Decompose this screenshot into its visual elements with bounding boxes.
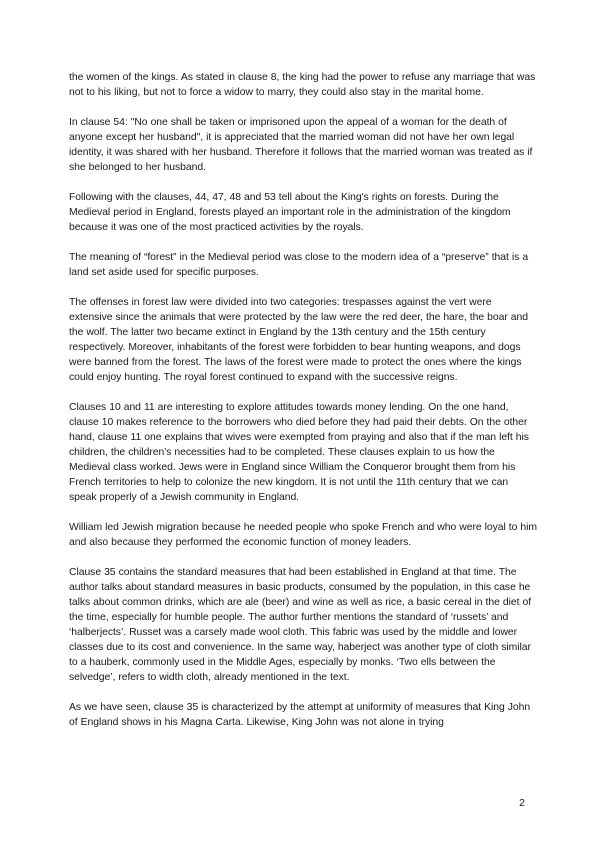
page-number: 2 [519,797,525,809]
paragraph: Clauses 10 and 11 are interesting to explore attitudes towards money lending. On the one hand, clause 10 makes reference to the borrowers who died before they had paid their debts. On the other hand, clause 11 one explains that wives were exempted from praying and also that if the man left his children, the children’s necessities had to be completed. These clauses explain to us how the Medieval class worked. Jews were in England since William the Conqueror brought them from his French territories to help to colonize the new kingdom. It is not until the 11th century that we can speak properly of a Jewish community in England. [69,402,529,503]
paragraph: Clause 35 contains the standard measures that had been established in England at that time. The author talks about standard measures in basic products, consumed by the population, in this case he talks about common drinks, which are ale (beer) and wine as well as rice, a basic cereal in the diet of the time, especially for humble people. The author further mentions the standard of ‘russets’ and ‘halberjects’. Russet was a carsely made wool cloth. This fabric was used by the middle and lower classes due to its cost and convenience. In the same way, haberject was another type of cloth similar to a hauberk, commonly used in the Middle Ages, especially by monks. ‘Two ells between the selvedge’, refers to width cloth, already mentioned in the text. [69,567,532,683]
paragraph: William led Jewish migration because he needed people who spoke French and who were loyal to him and also because they performed the economic function of money leaders. [69,522,537,548]
document-body [69,70,537,745]
paragraph: the women of the kings. As stated in clause 8, the king had the power to refuse any marriage that was not to his liking, but not to force a widow to marry, they could also stay in the marital home. [69,72,536,98]
paragraph: In clause 54: "No one shall be taken or imprisoned upon the appeal of a woman for the death of anyone except her husband", it is appreciated that the married woman did not have her own legal identity, it was shared with her husband. Therefore it follows that the married woman was treated as if she belonged to her husband. [69,117,533,173]
paragraph: Following with the clauses, 44, 47, 48 and 53 tell about the King's rights on forests. During the Medieval period in England, forests played an important role in the administration of the kingdom because it was one of the most practiced activities by the royals. [69,192,511,233]
paragraph: As we have seen, clause 35 is characterized by the attempt at uniformity of measures that King John of England shows in his Magna Carta. Likewise, King John was not alone in trying [69,702,531,728]
paragraph: The meaning of “forest” in the Medieval period was close to the modern idea of a “preserve” that is a land set aside used for specific purposes. [69,252,529,278]
paragraph: The offenses in forest law were divided into two categories: trespasses against the vert were extensive since the animals that were protected by the law were the red deer, the hare, the boar and the wolf. The latter two became extinct in England by the 13th century and the 15th century respectively. Moreover, inhabitants of the forest were forbidden to bear hunting weapons, and dogs were banned from the forest. The laws of the forest were made to protect the ones where the kings could enjoy hunting. The royal forest continued to expand with the successive reigns. [69,297,528,383]
